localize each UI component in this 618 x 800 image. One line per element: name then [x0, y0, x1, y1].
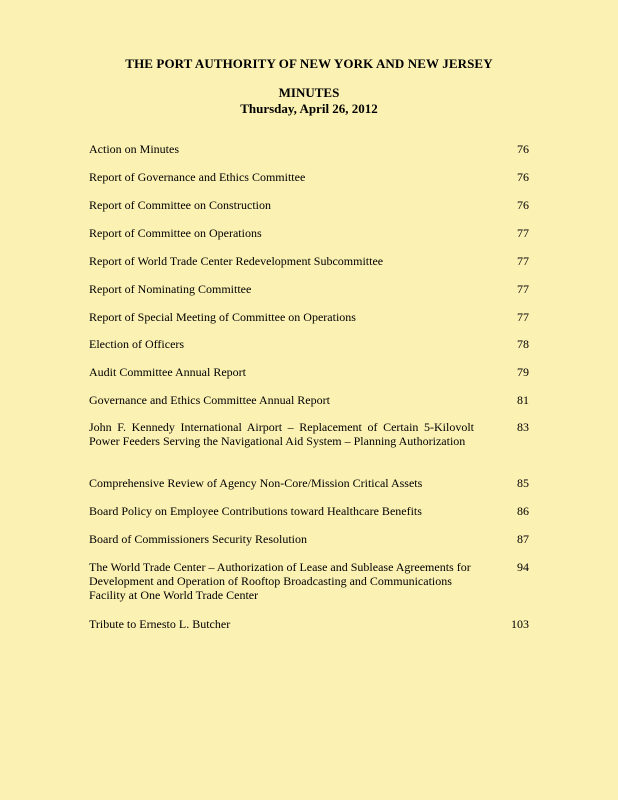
meeting-date: Thursday, April 26, 2012: [240, 101, 378, 116]
toc-entry-page: 78: [517, 337, 529, 351]
toc-entry: [89, 310, 529, 324]
toc-entry-label: Report of Governance and Ethics Committee: [89, 170, 306, 184]
toc-entry-page: 77: [517, 282, 529, 296]
toc-entry: [89, 532, 529, 546]
toc-entry: [89, 560, 529, 602]
toc-entry-label: The World Trade Center – Authorization of Lease and Sublease Agreements for Development and Operation of Rooftop Broadcasting and Communications Facility at One World Trade Center: [89, 560, 471, 602]
toc-entry: [89, 337, 529, 351]
toc-entry-page: 76: [517, 198, 529, 212]
toc-entry-page: 85: [517, 476, 529, 490]
toc-entry-label: Report of Committee on Construction: [89, 198, 271, 212]
toc-entry-page: 76: [517, 142, 529, 156]
toc-entry-label: Action on Minutes: [89, 142, 179, 156]
organization-title: THE PORT AUTHORITY OF NEW YORK AND NEW JERSEY: [125, 56, 493, 71]
toc-entry-page: 81: [517, 393, 529, 407]
toc-entry-page: 77: [517, 310, 529, 324]
toc-entry-page: 76: [517, 170, 529, 184]
toc-entry: [89, 198, 529, 212]
toc-entry-label: Report of World Trade Center Redevelopment Subcommittee: [89, 254, 384, 268]
toc-entry: [89, 254, 529, 268]
toc-entry-label: Audit Committee Annual Report: [89, 365, 246, 379]
toc-entry: [89, 504, 529, 518]
toc-entry: [89, 617, 529, 631]
toc-entry-page: 83: [517, 420, 529, 434]
toc-entry-page: 86: [517, 504, 529, 518]
toc-entry-page: 87: [517, 532, 529, 546]
toc-entry: [89, 142, 529, 156]
toc-entry: [89, 226, 529, 240]
toc-entry-page: 94: [517, 560, 529, 574]
toc-entry-page: 77: [517, 254, 529, 268]
toc-entry-label: Election of Officers: [89, 337, 185, 351]
toc-entry: [89, 282, 529, 296]
toc-entry-page: 79: [517, 365, 529, 379]
toc-entry: [89, 420, 529, 448]
toc-entry-label: Board Policy on Employee Contributions toward Healthcare Benefits: [89, 504, 422, 518]
toc-entry-label: Report of Nominating Committee: [89, 282, 252, 296]
toc-entry-label: Board of Commissioners Security Resolution: [89, 532, 307, 546]
toc-entry: [89, 365, 529, 379]
toc-entry: [89, 170, 529, 184]
toc-entry: [89, 393, 529, 407]
toc-entry-label: Tribute to Ernesto L. Butcher: [89, 617, 231, 631]
toc-entry-label: Governance and Ethics Committee Annual Report: [89, 393, 330, 407]
toc-entry-label: Report of Special Meeting of Committee on Operations: [89, 310, 356, 324]
document-title: MINUTES: [278, 85, 340, 100]
toc-entry-page: 103: [511, 617, 529, 631]
toc-entry-label: Comprehensive Review of Agency Non-Core/Mission Critical Assets: [89, 476, 423, 490]
toc-entry-label: Report of Committee on Operations: [89, 226, 262, 240]
toc-entry-page: 77: [517, 226, 529, 240]
toc-entry: [89, 476, 529, 490]
toc-entry-label: John F. Kennedy International Airport – Replacement of Certain 5-Kilovolt Power Feeders Serving the Navigational Aid System – Planning Authorization: [89, 420, 474, 448]
